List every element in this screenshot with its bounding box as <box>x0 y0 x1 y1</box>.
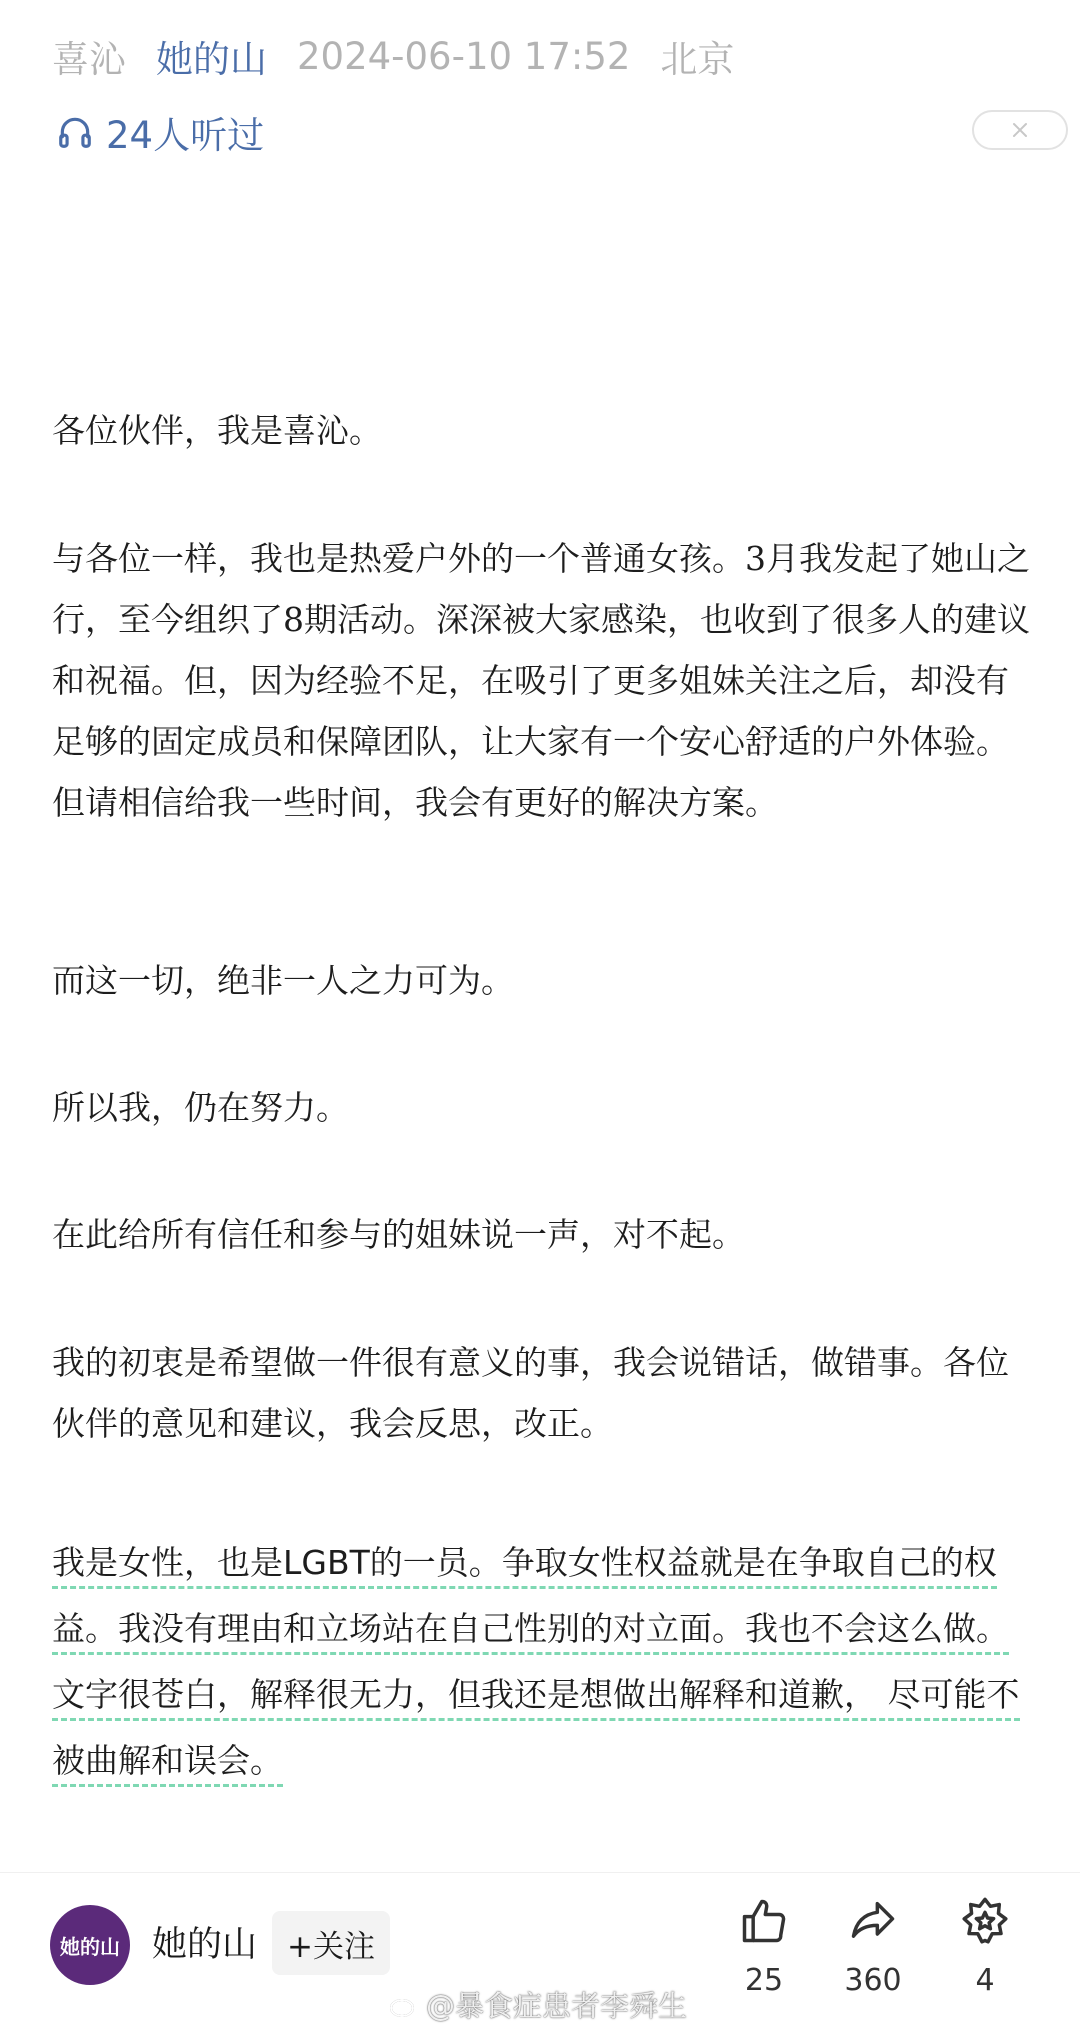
post-location: 北京 <box>660 38 735 81</box>
post-datetime: 2024-06-10 17:52 <box>297 34 631 78</box>
article-paragraph: 所以我，仍在努力。 <box>52 1088 349 1127</box>
gift-count: 4 <box>975 1963 995 1998</box>
article-paragraph: 在此给所有信任和参与的姐妹说一声，对不起。 <box>52 1215 745 1254</box>
gift-badge-icon <box>959 1895 1011 1947</box>
gift-button[interactable] <box>935 1895 1035 2015</box>
account-link[interactable]: 她的山 <box>156 38 267 81</box>
weibo-icon <box>388 1990 422 2020</box>
close-button[interactable] <box>972 110 1068 150</box>
thumbs-up-icon <box>738 1895 790 1947</box>
like-button[interactable] <box>714 1895 814 2015</box>
close-icon <box>1010 120 1030 140</box>
post-meta <box>52 28 734 84</box>
like-count: 25 <box>744 1963 784 1998</box>
article-paragraph: 我的初衷是希望做一件很有意义的事，我会说错话，做错事。各位伙伴的意见和建议，我会反思，改正。 <box>52 1343 1009 1443</box>
listen-count-link[interactable] <box>56 104 264 160</box>
avatar-text: 她的山 <box>60 1934 120 1959</box>
share-button[interactable] <box>823 1895 923 2015</box>
footer-author-name[interactable]: 她的山 <box>152 1925 258 1965</box>
author-name[interactable]: 喜沁 <box>52 38 126 81</box>
watermark <box>388 1984 687 2025</box>
headphones-icon <box>56 113 94 151</box>
watermark-text: @暴食症患者李舜生 <box>426 1989 688 2023</box>
avatar[interactable] <box>50 1905 130 1985</box>
article-paragraph: 各位伙伴，我是喜沁。 <box>52 411 382 450</box>
article-paragraph: 而这一切，绝非一人之力可为。 <box>52 961 514 1000</box>
highlighted-text: 我是女性，也是LGBT的一员。争取女性权益就是在争取自己的权益。我没有理由和立场站在自己性别的对立面。我也不会这么做。文字很苍白，解释很无力，但我还是想做出解释和道歉， 尽可能不被曲解和误会。 <box>52 1543 1020 1787</box>
share-count: 360 <box>844 1963 902 1998</box>
listen-count: 24人听过 <box>106 114 265 157</box>
follow-button[interactable]: +关注 <box>272 1911 390 1975</box>
article-paragraph: 与各位一样，我也是热爱户外的一个普通女孩。3月我发起了她山之行，至今组织了8期活动。深深被大家感染，也收到了很多人的建议和祝福。但，因为经验不足，在吸引了更多姐妹关注之后，却没有足够的固定成员和保障团队，让大家有一个安心舒适的户外体验。但请相信给我一些时间，我会有更好的解决方案。 <box>52 539 1030 822</box>
highlighted-paragraph <box>52 1530 1032 1794</box>
share-icon <box>847 1895 899 1947</box>
